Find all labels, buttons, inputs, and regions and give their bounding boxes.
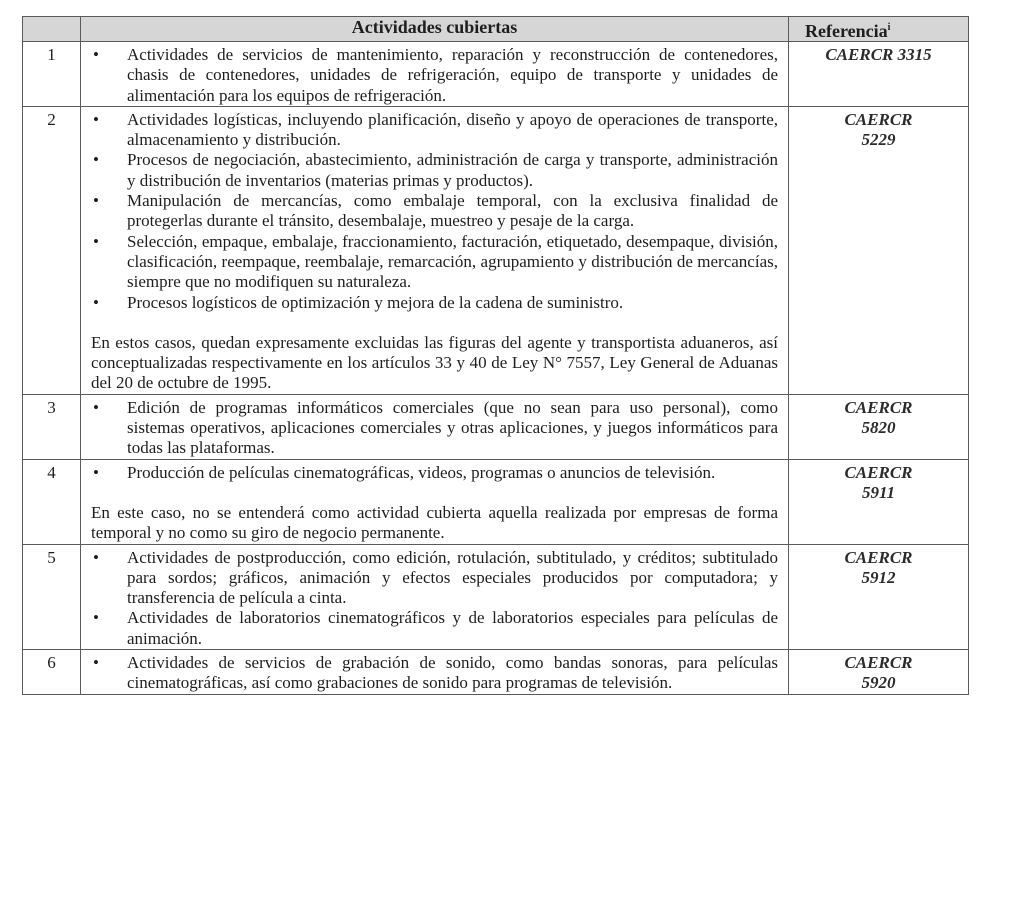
activity-cell — [81, 459, 789, 544]
bullet-icon: • — [93, 150, 99, 170]
header-number-cell — [23, 17, 81, 42]
bullet-icon: • — [93, 109, 99, 129]
row-number: 3 — [23, 394, 81, 459]
activity-text: Actividades de postproducción, como edición, rotulación, subtitulado, y créditos; subtitulado para sordos; gráficos, animación y efectos especiales producidos por computadora; y transferencia de película a cinta. — [127, 547, 778, 608]
activity-text: Actividades de laboratorios cinematográficos y de laboratorios especiales para películas de animación. — [127, 608, 778, 648]
table-row — [23, 650, 969, 695]
activity-text: Selección, empaque, embalaje, fraccionamiento, facturación, etiquetado, desempaque, división, clasificación, reempaque, reembalaje, remarcación, agrupamiento y distribución de mercancías, siempre que no modifiquen su naturaleza. — [127, 231, 778, 292]
activity-text: Manipulación de mercancías, como embalaje temporal, con la exclusiva finalidad de protegerlas durante el tránsito, desembalaje, muestreo y pesaje de la carga. — [127, 191, 778, 231]
bullet-icon: • — [93, 397, 99, 417]
reference-number: 5920 — [861, 673, 896, 693]
reference-code: CAERCR — [844, 547, 913, 567]
activity-item — [91, 110, 778, 151]
bullet-icon: • — [93, 231, 99, 251]
table-row — [23, 42, 969, 107]
activity-text: Producción de películas cinematográficas, videos, programas o anuncios de televisión. — [127, 462, 716, 482]
activity-note: En estos casos, quedan expresamente excluidas las figuras del agente y transportista aduaneros, así conceptualizadas respectivamente en los artículos 33 y 40 de Ley N° 7557, Ley General de Aduanas del 20 de octubre de 1995. — [91, 332, 778, 393]
reference-number: 5911 — [861, 482, 896, 502]
row-number: 4 — [23, 459, 81, 544]
activity-item — [91, 653, 778, 694]
activity-item — [91, 548, 778, 609]
reference-cell — [789, 42, 969, 107]
activity-item — [91, 45, 778, 106]
header-activities: Actividades cubiertas — [81, 17, 789, 42]
reference-code: CAERCR 3315 — [825, 45, 932, 64]
activity-cell — [81, 394, 789, 459]
activity-text: Edición de programas informáticos comerciales (que no sean para uso personal), como sistemas operativos, aplicaciones comerciales y otras aplicaciones, y juegos informáticos para todas las plataformas. — [127, 397, 778, 458]
activity-cell — [81, 42, 789, 107]
table-header-row — [23, 17, 969, 42]
table-body — [23, 42, 969, 695]
activity-list — [91, 463, 778, 483]
activity-list — [91, 45, 778, 106]
activity-cell — [81, 650, 789, 695]
activity-cell — [81, 544, 789, 649]
activity-item — [91, 293, 778, 313]
reference-cell — [789, 650, 969, 695]
reference-number: 5912 — [861, 567, 896, 587]
header-reference-footnote: i — [887, 22, 891, 33]
activity-item — [91, 398, 778, 459]
activity-text: Procesos logísticos de optimización y mejora de la cadena de suministro. — [127, 292, 624, 312]
bullet-icon: • — [93, 45, 99, 64]
reference-code: CAERCR — [844, 462, 913, 482]
table-row — [23, 106, 969, 394]
activity-cell — [81, 106, 789, 394]
activity-list — [91, 398, 778, 459]
table-row — [23, 459, 969, 544]
activity-item — [91, 150, 778, 191]
table-row — [23, 394, 969, 459]
activity-item — [91, 608, 778, 649]
reference-code: CAERCR — [844, 109, 913, 129]
bullet-icon: • — [93, 653, 99, 673]
header-reference — [789, 17, 969, 42]
row-number: 6 — [23, 650, 81, 695]
row-number: 1 — [23, 42, 81, 107]
activity-item — [91, 232, 778, 293]
row-number: 2 — [23, 106, 81, 394]
reference-cell — [789, 106, 969, 394]
reference-cell — [789, 459, 969, 544]
header-reference-label: Referencia — [805, 21, 888, 41]
bullet-icon: • — [93, 608, 99, 628]
reference-cell — [789, 394, 969, 459]
bullet-icon: • — [93, 462, 99, 482]
activity-list — [91, 548, 778, 649]
bullet-icon: • — [93, 292, 99, 312]
table-row — [23, 544, 969, 649]
activity-text: Actividades logísticas, incluyendo planificación, diseño y apoyo de operaciones de transporte, almacenamiento y distribución. — [127, 109, 778, 150]
activity-list — [91, 110, 778, 313]
activity-item — [91, 191, 778, 232]
activity-text: Procesos de negociación, abastecimiento, administración de carga y transporte, administración y distribución de inventarios (materias primas y productos). — [127, 150, 778, 190]
activity-text: Actividades de servicios de mantenimiento, reparación y reconstrucción de contenedores, chasis de contenedores, unidades de refrigeración, equipo de transporte y unidades de alimentación para los equipos de refrigeración. — [127, 45, 778, 105]
reference-cell — [789, 544, 969, 649]
row-number: 5 — [23, 544, 81, 649]
reference-number: 5229 — [861, 130, 896, 150]
reference-number: 5820 — [861, 418, 896, 438]
activity-list — [91, 653, 778, 694]
activities-table — [22, 16, 969, 695]
activity-note: En este caso, no se entenderá como actividad cubierta aquella realizada por empresas de forma temporal y no como su giro de negocio permanente. — [91, 502, 778, 543]
bullet-icon: • — [93, 547, 99, 567]
activity-item — [91, 463, 778, 483]
activity-text: Actividades de servicios de grabación de sonido, como bandas sonoras, para películas cinematográficas, así como grabaciones de sonido para programas de televisión. — [127, 653, 778, 693]
bullet-icon: • — [93, 191, 99, 211]
reference-code: CAERCR — [844, 653, 913, 673]
reference-code: CAERCR — [844, 397, 913, 417]
